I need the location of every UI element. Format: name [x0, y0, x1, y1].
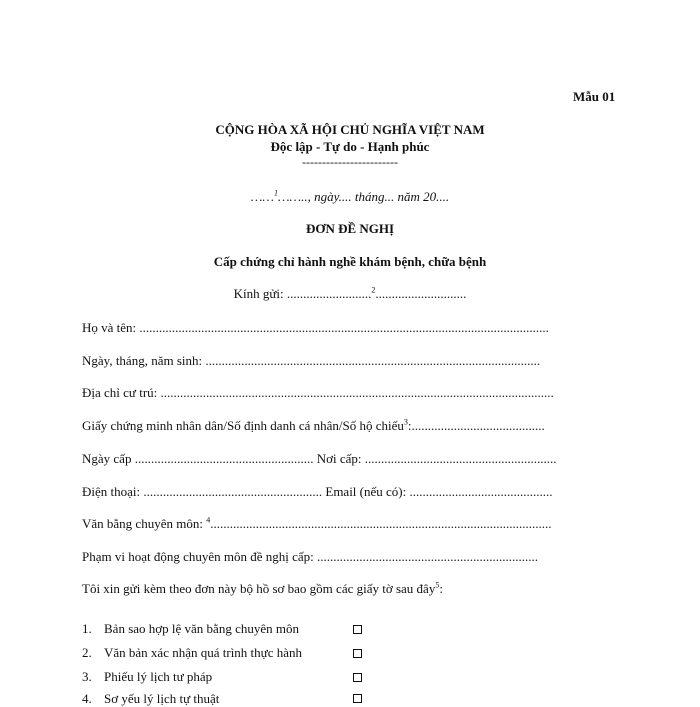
- attachments-intro: [82, 581, 443, 597]
- attachment-checkbox[interactable]: [353, 625, 362, 634]
- place-date-line: [0, 189, 700, 205]
- issue-date-place-field: Ngày cấp ....................................................... Nơi cấp: ...........................................................: [82, 451, 557, 466]
- scope-field: Phạm vi hoạt động chuyên môn đề nghị cấp: ....................................................................: [82, 549, 539, 564]
- footnote-ref-4: 4: [206, 515, 211, 525]
- date-of-birth-field: Ngày, tháng, năm sinh: .......................................................................................................: [82, 353, 541, 368]
- document-subtitle: Cấp chứng chỉ hành nghề khám bệnh, chữa bệnh: [213, 254, 487, 269]
- nation-heading: CỘNG HÒA XÃ HỘI CHỦ NGHĨA VIỆT NAM: [215, 122, 485, 137]
- national-motto: Độc lập - Tự do - Hạnh phúc: [270, 139, 430, 154]
- id-number-dots: :.........................................: [407, 418, 545, 433]
- heading-rule: ------------------------: [302, 155, 398, 169]
- degree-field: [82, 516, 551, 532]
- recipient-line: [0, 286, 700, 302]
- attachment-item: [82, 669, 212, 685]
- phone-email-field: Điện thoại: ....................................................... Email (nếu có): ............................................: [82, 484, 553, 499]
- address-field: Địa chỉ cư trú: .........................................................................................................................: [82, 385, 554, 400]
- attachment-number: 1.: [82, 621, 92, 636]
- footnote-ref-1: 1: [273, 188, 278, 198]
- attachment-number: 4.: [82, 691, 92, 706]
- attachment-number: 3.: [82, 669, 92, 684]
- attachment-checkbox[interactable]: [353, 649, 362, 658]
- attachment-item: [82, 691, 219, 707]
- footnote-ref-5: 5: [435, 580, 440, 590]
- attachment-item: [82, 621, 299, 637]
- dateline-prefix: ……: [250, 189, 274, 204]
- attachment-number: 2.: [82, 645, 92, 660]
- attachment-label: Phiếu lý lịch tư pháp: [104, 669, 213, 684]
- attachment-checkbox[interactable]: [353, 673, 362, 682]
- attachments-intro-colon: :: [439, 581, 443, 596]
- id-number-field: [82, 418, 545, 434]
- attachment-label: Bản sao hợp lệ văn bằng chuyên môn: [104, 621, 299, 636]
- full-name-field: Họ và tên: ..............................................................................................................................: [82, 320, 549, 335]
- recipient-suffix: ............................: [375, 286, 467, 301]
- id-number-label: Giấy chứng minh nhân dân/Số định danh cá nhân/Số hộ chiếu: [82, 418, 404, 433]
- footnote-ref-3: 3: [403, 417, 408, 427]
- attachment-checkbox[interactable]: [353, 694, 362, 703]
- degree-label: Văn bằng chuyên môn:: [82, 516, 207, 531]
- form-code: Mẫu 01: [573, 89, 616, 104]
- attachment-item: [82, 645, 302, 661]
- recipient-prefix: Kính gửi: ..........................: [233, 286, 372, 301]
- attachment-label: Văn bản xác nhận quá trình thực hành: [104, 645, 303, 660]
- attachments-intro-text: Tôi xin gửi kèm theo đơn này bộ hồ sơ bao gồm các giấy tờ sau đây: [82, 581, 436, 596]
- degree-dots: .........................................................................................................: [210, 516, 552, 531]
- dateline-suffix: …….., ngày.... tháng... năm 20....: [277, 189, 450, 204]
- attachment-label: Sơ yếu lý lịch tự thuật: [104, 691, 220, 706]
- document-title: ĐƠN ĐỀ NGHỊ: [305, 221, 395, 236]
- footnote-ref-2: 2: [371, 285, 376, 295]
